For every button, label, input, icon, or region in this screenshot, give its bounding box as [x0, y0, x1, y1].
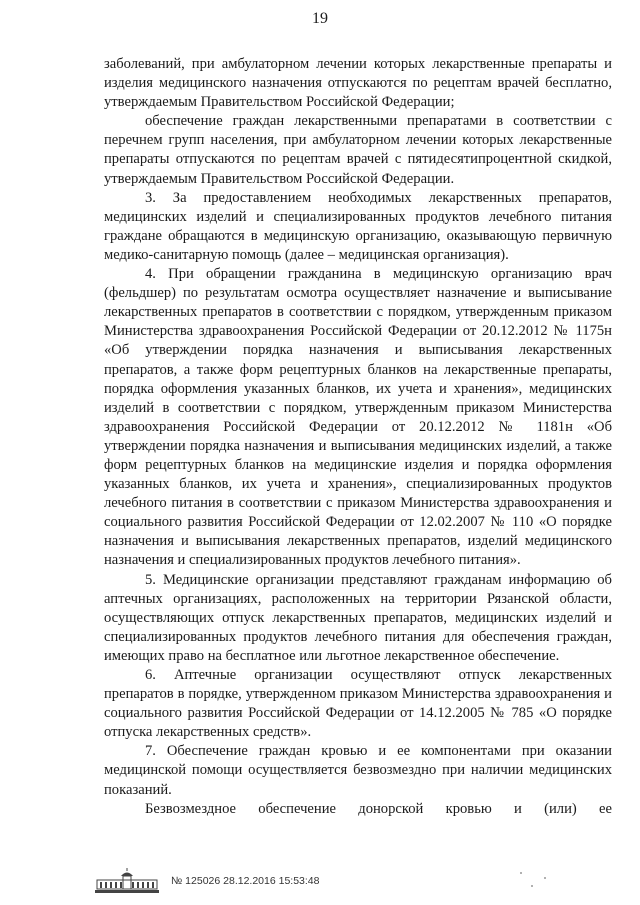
paragraph: 6. Аптечные организации осуществляют отпуск лекарственных препаратов в порядке, утвержденном приказом Министерства здравоохранения и социального развития Российской Федерации от 14.12.2005 № 785 «О порядке отпуска лекарственных средств». [104, 667, 612, 741]
government-building-emblem-icon [95, 868, 159, 894]
paragraph: 3. За предоставлением необходимых лекарственных препаратов, медицинских изделий и специализированных продуктов лечебного питания граждане обращаются в медицинскую организацию, оказывающую первичную медико-санитарную помощь (далее – медицинская организация). [104, 189, 612, 263]
footer [95, 866, 319, 896]
paragraph: 4. При обращении гражданина в медицинскую организацию врач (фельдшер) по результатам осмотра осуществляет назначение и выписывание лекарственных препаратов в соответствии с порядком, утвержденным приказом Министерства здравоохранения Российской Федерации от 20.12.2012 № 1175н «Об утверждении порядка назначения и выписывания лекарственных препаратов, а также форм рецептурных бланков на лекарственные препараты, порядка оформления указанных бланков, их учета и хранения», медицинских изделий в соответствии с порядком, утвержденным приказом Министерства здравоохранения Российской Федерации от 20.12.2012 № 1181н «Об утверждении порядка назначения и выписывания медицинских изделий, а также форм рецептурных бланков на медицинские изделия и порядка оформления указанных бланков, их учета и хранения», специализированных продуктов лечебного питания в соответствии с приказом Министерства здравоохранения и социального развития Российской Федерации от 12.02.2007 № 110 «О порядке назначения и выписывания лекарственных препаратов, изделий медицинского назначения и специализированных продуктов лечебного питания». [104, 266, 612, 569]
scan-mark [520, 872, 522, 874]
paragraph: Безвозмездное обеспечение донорской кровью и (или) ее [145, 800, 612, 817]
paragraph: 7. Обеспечение граждан кровью и ее компонентами при оказании медицинской помощи осуществляется безвозмездно при наличии медицинских показаний. [104, 743, 612, 798]
document-body [104, 55, 612, 819]
paragraph: заболеваний, при амбулаторном лечении которых лекарственные препараты и изделия медицинского назначения отпускаются по рецептам врачей бесплатно, утверждаемым Правительством Российской Федерации; [104, 56, 612, 111]
registration-stamp: № 125026 28.12.2016 15:53:48 [171, 875, 320, 887]
scan-mark [544, 877, 546, 879]
scan-mark [531, 885, 533, 887]
paragraph: 5. Медицинские организации представляют гражданам информацию об аптечных организациях, расположенных на территории Рязанской области, осуществляющих отпуск лекарственных препаратов, медицинских изделий и специализированных продуктов лечебного питания для обеспечения граждан, имеющих право на бесплатное или льготное лекарственное обеспечение. [104, 571, 612, 664]
paragraph: обеспечение граждан лекарственными препаратами в соответствии с перечнем групп населения, при амбулаторном лечении которых лекарственные препараты отпускаются по рецептам врачей с пятидесятипроцентной скидкой, утверждаемым Правительством Российской Федерации. [104, 113, 612, 187]
page-number: 19 [312, 10, 328, 27]
